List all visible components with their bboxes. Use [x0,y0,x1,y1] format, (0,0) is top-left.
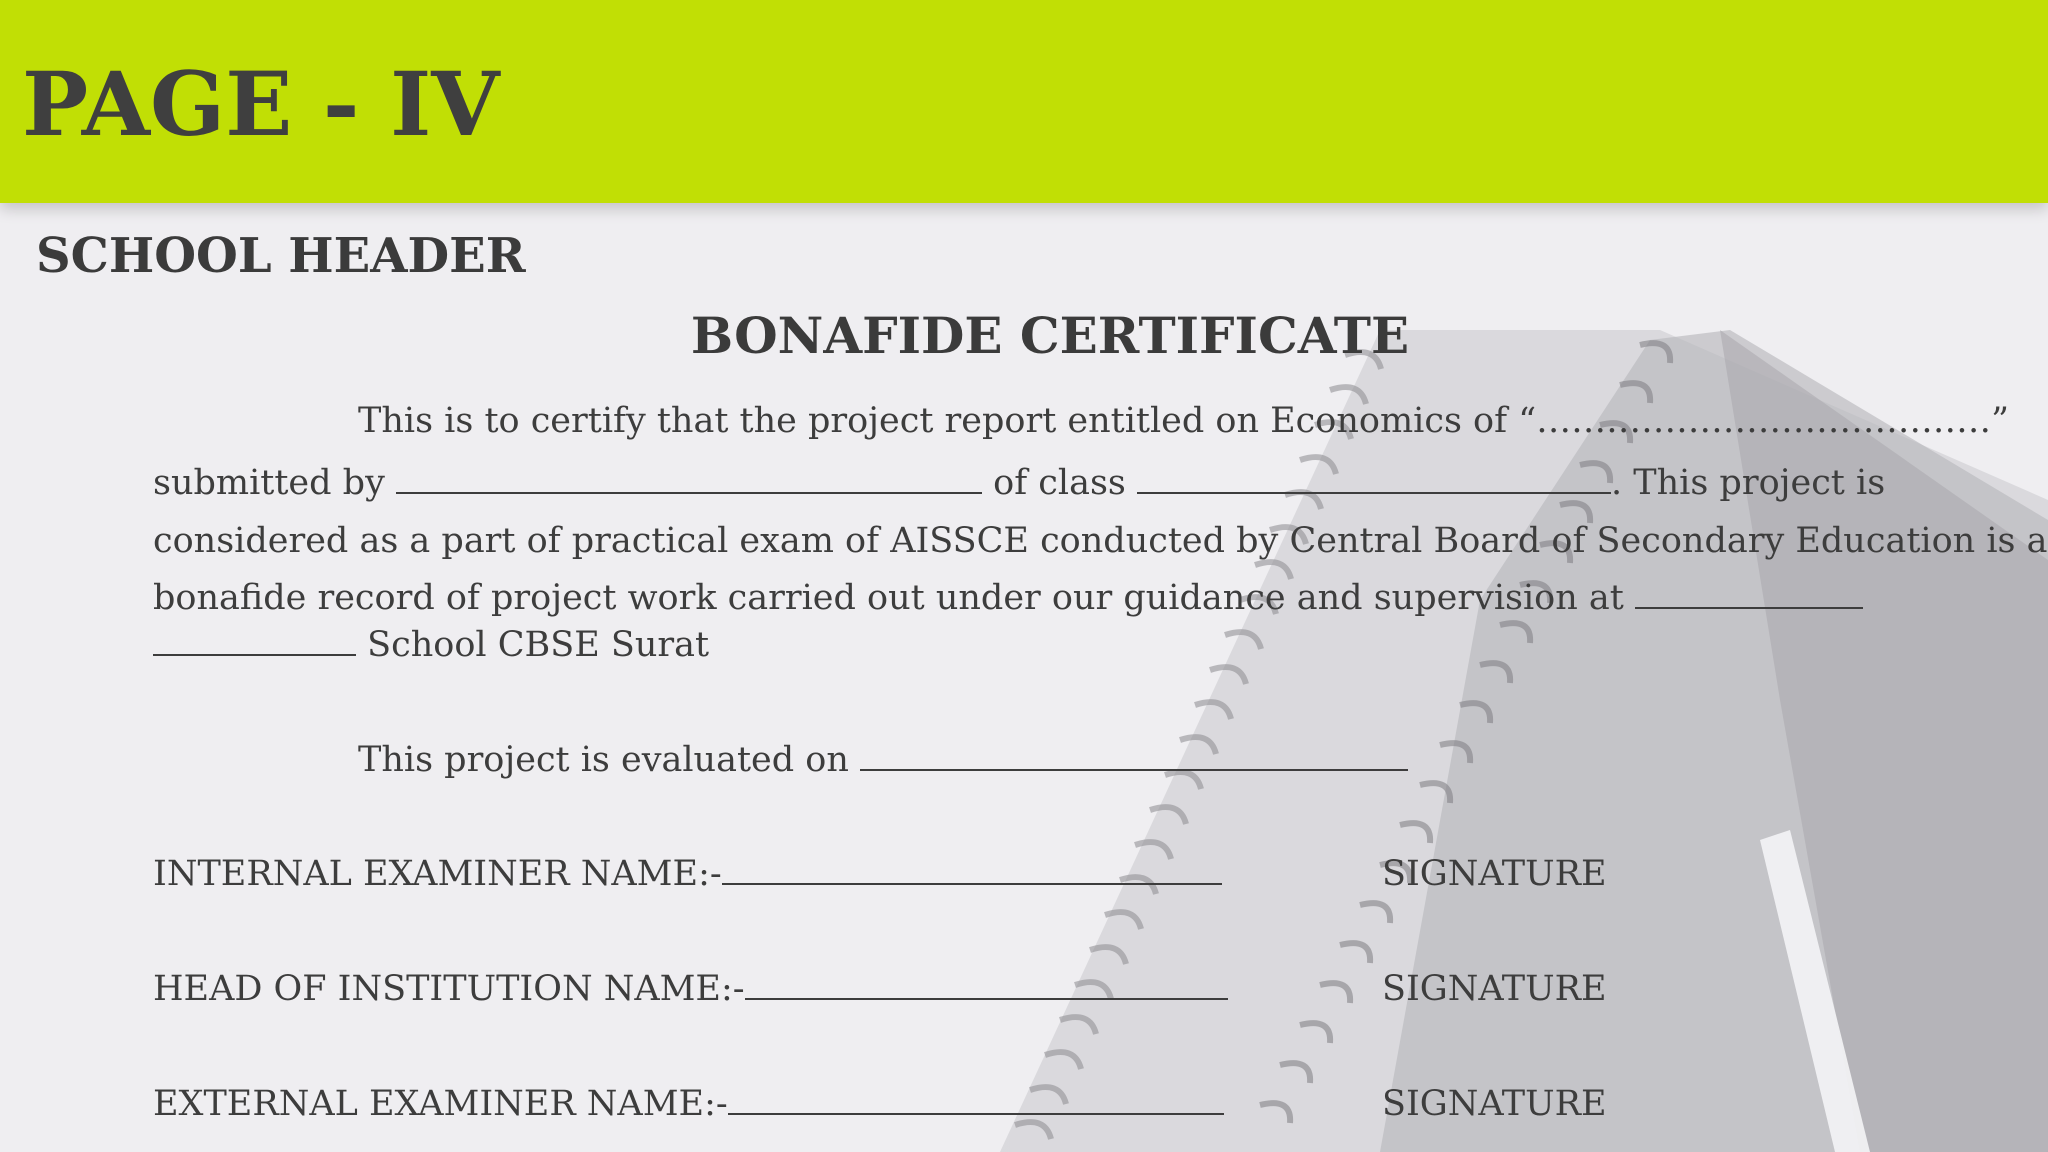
external-examiner-signature: SIGNATURE [1382,1084,1607,1124]
evaluated-line [358,737,1408,783]
body-line-4 [153,575,1863,621]
certify-line [358,398,2009,444]
certificate-title: BONAFIDE CERTIFICATE [690,306,1410,365]
evaluated-on-label: This project is evaluated on [358,740,849,780]
school-name-blank-1[interactable] [1635,577,1863,609]
head-of-institution-name-blank[interactable] [745,968,1228,1000]
external-examiner-name-blank[interactable] [728,1083,1224,1115]
bonafide-record-text: bonafide record of project work carried out under our guidance and supervision at [153,578,1624,618]
school-suffix-text: School CBSE Surat [367,625,710,665]
head-of-institution-row [153,966,1228,1012]
internal-examiner-signature: SIGNATURE [1382,854,1607,894]
body-line-3: considered as a part of practical exam of AISSCE conducted by Central Board of Secondary Education is a [153,521,2048,561]
certify-intro-text: This is to certify that the project report entitled on Economics of “…………………………………” [358,401,2009,441]
internal-examiner-row [153,851,1222,897]
evaluation-date-blank[interactable] [860,739,1408,771]
internal-examiner-label: INTERNAL EXAMINER NAME:- [153,854,722,894]
head-of-institution-label: HEAD OF INSTITUTION NAME:- [153,969,745,1009]
body-line-5 [153,622,709,668]
external-examiner-label: EXTERNAL EXAMINER NAME:- [153,1084,728,1124]
page-title: PAGE - IV [22,52,500,156]
project-is-text: . This project is [1611,463,1886,503]
of-class-label: of class [993,463,1126,503]
submitted-by-line [153,460,1885,506]
head-of-institution-signature: SIGNATURE [1382,969,1607,1009]
title-banner [0,0,2048,203]
school-name-blank-2[interactable] [153,624,356,656]
internal-examiner-name-blank[interactable] [722,853,1222,885]
external-examiner-row [153,1081,1224,1127]
submitted-by-label: submitted by [153,463,385,503]
student-name-blank[interactable] [396,462,982,494]
class-blank[interactable] [1137,462,1611,494]
school-header: SCHOOL HEADER [36,228,526,284]
